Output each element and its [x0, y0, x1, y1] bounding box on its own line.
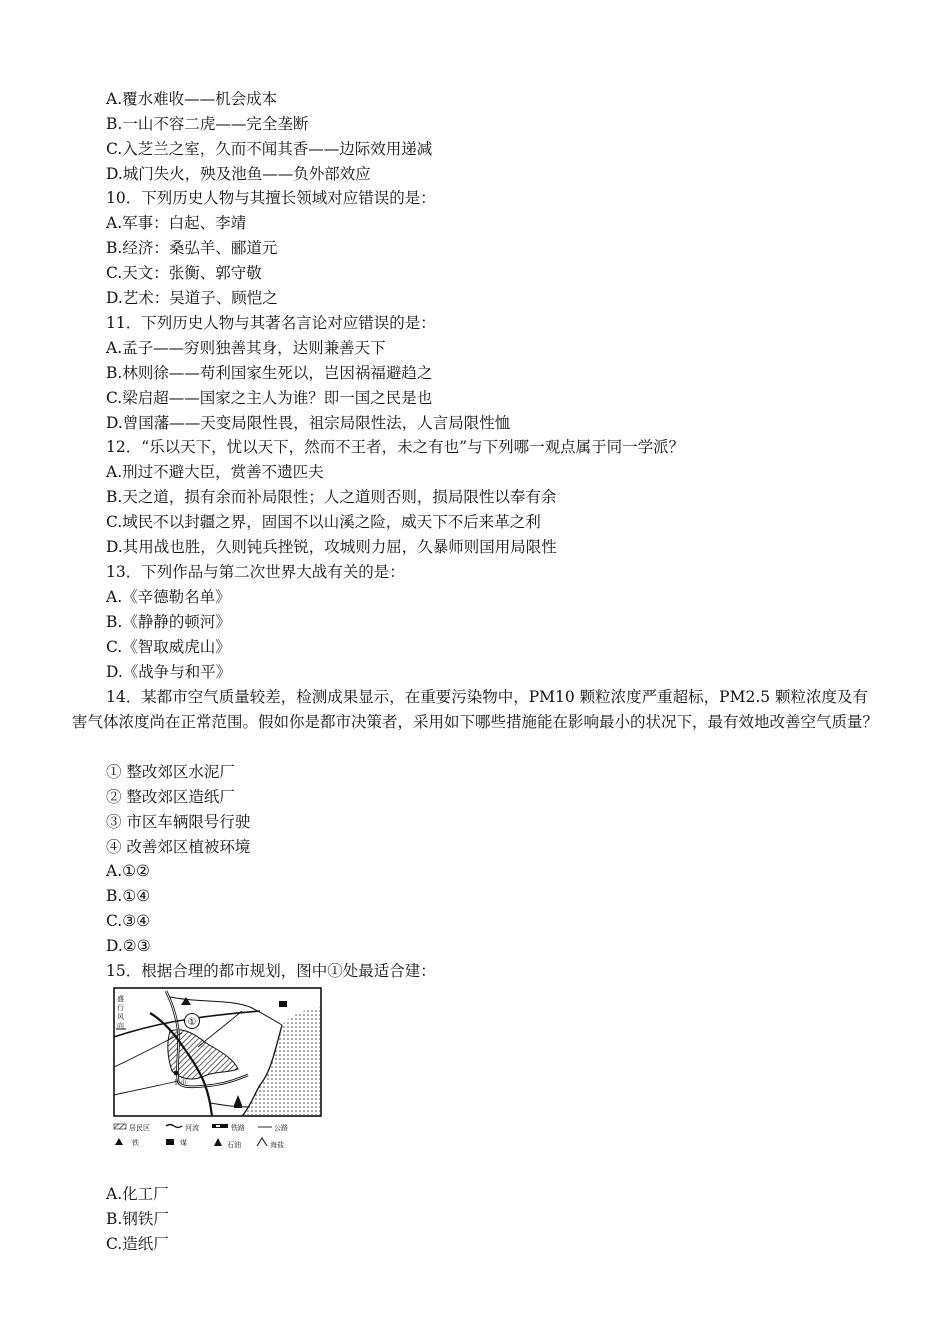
- q14-item-1: ① 整改郊区水泥厂: [106, 763, 235, 781]
- q13-option-a: A.《辛德勒名单》: [106, 588, 231, 606]
- q15-option-b: B.钢铁厂: [106, 1210, 169, 1228]
- q9-option-d: D.城门失火，殃及池鱼——负外部效应: [106, 165, 371, 183]
- q10-stem: 10．下列历史人物与其擅长领域对应错误的是：: [106, 189, 436, 207]
- q9-option-a: A.覆水难收——机会成本: [106, 90, 278, 108]
- svg-text:煤: 煤: [180, 1139, 187, 1147]
- q15-option-a: A.化工厂: [106, 1185, 169, 1203]
- wind-label: 盛 行 风 向: [117, 995, 124, 1030]
- q12-stem: 12．“乐以天下，忧以天下，然而不王者，未之有也”与下列哪一观点属于同一学派？: [106, 438, 685, 456]
- town-label: 县市: [174, 1078, 187, 1086]
- q14-option-b: B.①④: [106, 887, 151, 905]
- q15-option-c: C.造纸厂: [106, 1235, 169, 1253]
- svg-text:公路: 公路: [274, 1124, 288, 1132]
- q11-option-a: A.孟子——穷则独善其身，达则兼善天下: [106, 339, 386, 357]
- q14-item-3: ③ 市区车辆限号行驶: [106, 813, 251, 831]
- q14-item-2: ② 整改郊区造纸厂: [106, 788, 235, 806]
- q10-option-b: B.经济：桑弘羊、郦道元: [106, 239, 278, 257]
- q12-option-b: B.天之道，损有余而补局限性；人之道则否则，损局限性以奉有余: [106, 488, 557, 506]
- q10-option-c: C.天文：张衡、郭守敬: [106, 264, 262, 282]
- svg-text:河流: 河流: [185, 1124, 199, 1132]
- q9-option-b: B.一山不容二虎——完全垄断: [106, 115, 309, 133]
- q13-option-b: B.《静静的顿河》: [106, 613, 231, 631]
- q10-option-d: D.艺术：吴道子、顾恺之: [106, 289, 278, 307]
- q14-option-c: C.③④: [106, 912, 151, 930]
- q11-option-b: B.林则徐——苟利国家生死以，岂因祸福避趋之: [106, 364, 433, 382]
- q13-option-d: D.《战争与和平》: [106, 663, 232, 681]
- svg-text:居民区: 居民区: [129, 1124, 150, 1132]
- q14-option-a: A.①②: [106, 862, 150, 880]
- q12-option-d: D.其用战也胜，久则钝兵挫锐，攻城则力屈，久暴师则国用局限性: [106, 538, 557, 556]
- coal-icon: [279, 1001, 287, 1007]
- q13-stem: 13．下列作品与第二次世界大战有关的是：: [106, 563, 405, 581]
- q15-stem: 15．根据合理的都市规划，图中①处最适合建：: [106, 962, 436, 980]
- q9-option-c: C.入芝兰之室，久而不闻其香——边际效用递减: [106, 140, 433, 158]
- q10-option-a: A.军事：白起、李靖: [106, 214, 247, 232]
- q11-stem: 11．下列历史人物与其著名言论对应错误的是：: [106, 314, 436, 332]
- q14-item-4: ④ 改善郊区植被环境: [106, 838, 251, 856]
- city-planning-map: [110, 985, 328, 1153]
- map-legend: [114, 1123, 288, 1149]
- svg-text:铁: 铁: [132, 1139, 139, 1147]
- q12-option-a: A.刑过不避大臣，赏善不遗匹夫: [106, 463, 324, 481]
- q13-option-c: C.《智取威虎山》: [106, 638, 231, 656]
- svg-text:石油: 石油: [227, 1141, 241, 1149]
- svg-text:海盐: 海盐: [270, 1141, 284, 1149]
- q14-option-d: D.②③: [106, 937, 151, 955]
- q12-option-c: C.域民不以封疆之界，固国不以山溪之险，威天下不后来革之利: [106, 513, 541, 531]
- site-1-label: ①: [187, 1017, 197, 1028]
- q11-option-c: C.梁启超——国家之主人为谁？即一国之民是也: [106, 389, 433, 407]
- svg-text:铁路: 铁路: [231, 1124, 245, 1132]
- q14-stem: 14．某都市空气质量较差，检测成果显示，在重要污染物中，PM10 颗粒浓度严重超标，PM2.5 颗粒浓度及有害气体浓度尚在正常范围。假如你是都市决策者，采用如下哪些措施能在影响最小的状况下，最有效地改善空气质量？: [72, 688, 879, 731]
- q11-option-d: D.曾国藩——天变局限性畏，祖宗局限性法，人言局限性恤: [106, 414, 511, 432]
